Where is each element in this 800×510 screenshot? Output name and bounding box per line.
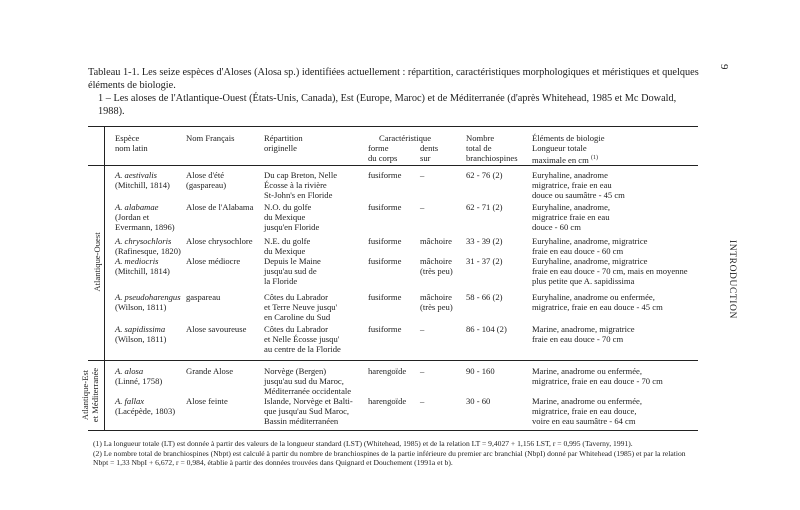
- header-forme: forme: [368, 143, 389, 153]
- species-french-name: Alose feinte: [186, 396, 228, 406]
- species-french-name: Alose savoureuse: [186, 324, 247, 334]
- header-caracteristique: Caractéristique: [379, 133, 432, 143]
- species-author: (Rafinesque, 1820): [115, 246, 181, 256]
- body-shape: fusiforme: [368, 256, 402, 266]
- group-column-rule: [104, 126, 105, 430]
- species-french-name: Alose de l'Alabama: [186, 202, 254, 212]
- running-title: INTRODUCTION: [727, 240, 737, 319]
- teeth-location: mâchoire: [420, 292, 452, 302]
- species-french-name: Grande Alose: [186, 366, 234, 376]
- distribution-line: Méditerranée occidentale: [264, 386, 352, 396]
- group-label-atlantique-ouest: Atlantique-Ouest: [92, 232, 102, 292]
- species-author: (Mitchill, 1814): [115, 266, 170, 276]
- distribution-line: en Caroline du Sud: [264, 312, 331, 322]
- species-french-name: Alose médiocre: [186, 256, 241, 266]
- header-elements: Éléments de biologie: [532, 133, 605, 143]
- header-originelle: originelle: [264, 143, 297, 153]
- body-shape: fusiforme: [368, 236, 402, 246]
- distribution-line: du Mexique: [264, 246, 306, 256]
- distribution-line: Depuis le Maine: [264, 256, 321, 266]
- table-bottom-rule: [88, 430, 698, 431]
- species-author-cont: Evermann, 1896): [115, 222, 175, 232]
- biology-line: plus petite que A. sapidissima: [532, 276, 635, 286]
- distribution-line: et Nelle Écosse jusqu': [264, 334, 340, 344]
- biology-line: fraie en eau douce - 60 cm: [532, 246, 624, 256]
- species-french-name-alt: (gaspareau): [186, 180, 227, 190]
- caption-subtitle: 1 – Les aloses de l'Atlantique-Ouest (États-Unis, Canada), Est (Europe, Maroc) et de Méditerranée (d'après Whitehead, 1985 et Mc Dowald, 1988).: [98, 93, 677, 117]
- biology-line: migratrice, fraie en eau: [532, 180, 612, 190]
- teeth-location: –: [420, 170, 425, 180]
- biology-line: Euryhaline, anadrome, migratrice: [532, 236, 648, 246]
- distribution-line: jusqu'au sud de: [264, 266, 317, 276]
- species-latin-name: A. pseudoharengus: [115, 292, 181, 302]
- distribution-line: au centre de la Floride: [264, 344, 341, 354]
- species-latin-name: A. sapidissima: [115, 324, 166, 334]
- footnotes: [93, 439, 698, 468]
- species-latin-name: A. chrysochloris: [115, 236, 172, 246]
- header-maximale: [532, 153, 598, 165]
- teeth-location: (très peu): [420, 266, 453, 276]
- body-shape: fusiforme: [368, 202, 402, 212]
- body-shape: fusiforme: [368, 324, 402, 334]
- biology-line: fraie en eau douce - 70 cm, mais en moyenne: [532, 266, 688, 276]
- biology-line: douce ou saumâtre - 45 cm: [532, 190, 625, 200]
- biology-line: Euryhaline, anadrome, migratrice: [532, 256, 648, 266]
- header-sur: sur: [420, 153, 431, 163]
- teeth-location: –: [420, 324, 425, 334]
- distribution-line: jusqu'en Floride: [264, 222, 320, 232]
- header-maximale-footnote: (1): [590, 155, 598, 161]
- distribution-line: la Floride: [264, 276, 298, 286]
- distribution-line: N.O. du golfe: [264, 202, 312, 212]
- distribution-line: St-John's en Floride: [264, 190, 333, 200]
- header-nom-latin: nom latin: [115, 143, 148, 153]
- distribution-line: Côtes du Labrador: [264, 324, 328, 334]
- biology-line: Euryhaline, anadrome ou enfermée,: [532, 292, 655, 302]
- distribution-line: Bassin méditerranéen: [264, 416, 339, 426]
- biology-line: Marine, anadrome, migratrice: [532, 324, 635, 334]
- biology-line: migratrice fraie en eau: [532, 212, 610, 222]
- gill-raker-count: 30 - 60: [466, 396, 491, 406]
- teeth-location: mâchoire: [420, 256, 452, 266]
- species-author: (Jordan et: [115, 212, 150, 222]
- group-label-east-line1: Atlantique-Est: [80, 369, 90, 421]
- group-label-east-line2: et Méditerranée: [90, 367, 100, 423]
- caption-title: Tableau 1-1. Les seize espèces d'Aloses (Alosa sp.) identifiées actuellement : répartition, caractéristiques morphologiques et méristiques et quelques éléments de biologie.: [88, 67, 699, 91]
- species-french-name: Alose chrysochlore: [186, 236, 253, 246]
- species-author: (Lacépède, 1803): [115, 406, 176, 416]
- distribution-line: Écosse à la rivière: [264, 180, 327, 190]
- species-latin-name: A. mediocris: [115, 256, 159, 266]
- group-label-atlantique-est: [80, 355, 100, 435]
- teeth-location: –: [420, 366, 425, 376]
- distribution-line: N.E. du golfe: [264, 236, 311, 246]
- header-total-de: total de: [466, 143, 492, 153]
- table-caption: [88, 66, 700, 118]
- header-repartition: Répartition: [264, 133, 303, 143]
- page-number: 9: [718, 64, 730, 70]
- gill-raker-count: 33 - 39 (2): [466, 236, 503, 246]
- distribution-line: et Terre Neuve jusqu': [264, 302, 338, 312]
- body-shape: harengoïde: [368, 366, 407, 376]
- biology-line: Euryhaline, anadrome: [532, 170, 608, 180]
- biology-line: migratrice, fraie en eau douce - 45 cm: [532, 302, 663, 312]
- gill-raker-count: 62 - 76 (2): [466, 170, 503, 180]
- biology-line: Marine, anadrome ou enfermée,: [532, 396, 642, 406]
- species-author: (Wilson, 1811): [115, 302, 167, 312]
- species-french-name: Alose d'été: [186, 170, 225, 180]
- distribution-line: jusqu'au sud du Maroc,: [264, 376, 344, 386]
- header-maximale-text: maximale en cm: [532, 154, 589, 165]
- gill-raker-count: 90 - 160: [466, 366, 495, 376]
- distribution-line: que jusqu'au Sud Maroc,: [264, 406, 350, 416]
- biology-line: fraie en eau douce - 70 cm: [532, 334, 624, 344]
- footnote-1: (1) La longueur totale (LT) est donnée à partir des valeurs de la longueur standard (LST) (Whitehead, 1985) et de la relation LT = 9,4027 + 1,156 LST, r = 0,995 (Taverny, 1991).: [93, 439, 633, 448]
- gill-raker-count: 31 - 37 (2): [466, 256, 503, 266]
- header-branchiospines: branchiospines: [466, 153, 518, 163]
- species-french-name: gaspareau: [186, 292, 221, 302]
- teeth-location: (très peu): [420, 302, 453, 312]
- gill-raker-count: 58 - 66 (2): [466, 292, 503, 302]
- table-top-rule: [88, 126, 698, 127]
- header-du-corps: du corps: [368, 153, 398, 163]
- teeth-location: –: [420, 396, 425, 406]
- gill-raker-count: 86 - 104 (2): [466, 324, 507, 334]
- species-latin-name: A. aestivalis: [115, 170, 158, 180]
- distribution-line: Islande, Norvège et Balti-: [264, 396, 353, 406]
- header-nombre: Nombre: [466, 133, 495, 143]
- species-author: (Wilson, 1811): [115, 334, 167, 344]
- teeth-location: –: [420, 202, 425, 212]
- gill-raker-count: 62 - 71 (2): [466, 202, 503, 212]
- header-longueur: Longueur totale: [532, 143, 587, 153]
- species-latin-name: A. alosa: [115, 366, 144, 376]
- header-nom-francais: Nom Français: [186, 133, 235, 143]
- body-shape: fusiforme: [368, 170, 402, 180]
- group-separator-rule: [88, 360, 698, 361]
- species-author: (Mitchill, 1814): [115, 180, 170, 190]
- distribution-line: du Mexique: [264, 212, 306, 222]
- footnote-2: (2) Le nombre total de branchiospines (Nbpt) est calculé à partir du nombre de branchiospines de la partie inférieure du premier arc branchial (NbpI) donné par Whitehead (1985) et par la relation Nbpt = 1,33 NbpI + 6,672, r = 0,984, établie à partir des données trouvées dans Quignard et Douchement (1991a et b).: [93, 448, 686, 468]
- teeth-location: mâchoire: [420, 236, 452, 246]
- species-latin-name: A. fallax: [115, 396, 145, 406]
- header-espece: Espèce: [115, 133, 140, 143]
- biology-line: Marine, anadrome ou enfermée,: [532, 366, 642, 376]
- biology-line: migratrice, fraie en eau douce - 70 cm: [532, 376, 663, 386]
- distribution-line: Du cap Breton, Nelle: [264, 170, 338, 180]
- distribution-line: Norvège (Bergen): [264, 366, 327, 376]
- body-shape: harengoïde: [368, 396, 407, 406]
- header-dents: dents: [420, 143, 439, 153]
- species-author: (Linné, 1758): [115, 376, 163, 386]
- species-latin-name: A. alabamae: [115, 202, 159, 212]
- biology-line: Euryhaline, anadrome,: [532, 202, 611, 212]
- biology-line: migratrice, fraie en eau douce,: [532, 406, 637, 416]
- distribution-line: Côtes du Labrador: [264, 292, 328, 302]
- body-shape: fusiforme: [368, 292, 402, 302]
- header-bottom-rule: [88, 165, 698, 166]
- biology-line: douce - 60 cm: [532, 222, 581, 232]
- biology-line: voire en eau saumâtre - 64 cm: [532, 416, 636, 426]
